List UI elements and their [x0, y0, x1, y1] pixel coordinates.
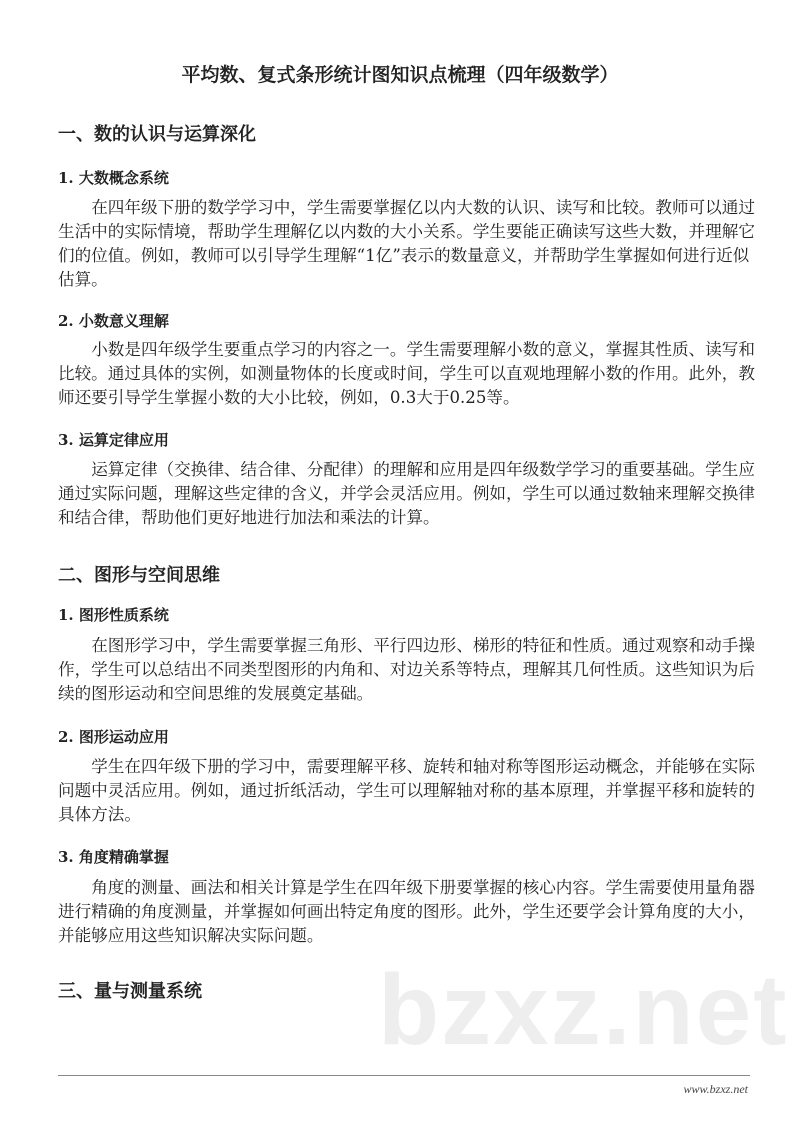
footer-divider [58, 1075, 750, 1076]
paragraph [58, 876, 755, 948]
watermark: bzxz.net [378, 954, 789, 1066]
paragraph-line: 和结合律，帮助他们更好地进行加法和乘法的计算。 [58, 508, 440, 527]
paragraph-line: 通过实际问题，理解这些定律的含义，并学会灵活应用。例如，学生可以通过数轴来理解交换律 [58, 484, 755, 503]
paragraph-line: 运算定律（交换律、结合律、分配律）的理解和应用是四年级数学学习的重要基础。学生应 [91, 460, 755, 479]
paragraph-line: 师还要引导学生掌握小数的大小比较，例如，0.3大于0.25等。 [58, 388, 520, 407]
paragraph-line: 进行精确的角度测量，并掌握如何画出特定角度的图形。此外，学生还要学会计算角度的大小， [58, 902, 755, 921]
paragraph [58, 634, 755, 706]
paragraph-line: 小数是四年级学生要重点学习的内容之一。学生需要理解小数的意义，掌握其性质、读写和 [91, 340, 755, 359]
page-title: 平均数、复式条形统计图知识点梳理（四年级数学） [181, 64, 619, 86]
paragraph-line: 学生在四年级下册的学习中，需要理解平移、旋转和轴对称等图形运动概念，并能够在实际 [91, 757, 755, 776]
paragraph-line: 角度的测量、画法和相关计算是学生在四年级下册要掌握的核心内容。学生需要使用量角器 [91, 878, 755, 897]
paragraph-line: 生活中的实际情境，帮助学生理解亿以内数的大小关系。学生要能正确读写这些大数，并理解它 [58, 222, 755, 241]
paragraph-line: 比较。通过具体的实例，如测量物体的长度或时间，学生可以直观地理解小数的作用。此外，教 [58, 364, 755, 383]
subsection-heading: 3. 运算定律应用 [58, 431, 169, 449]
paragraph-line: 作，学生可以总结出不同类型图形的内角和、对边关系等特点，理解其几何性质。这些知识为后 [58, 660, 755, 679]
paragraph-line: 们的位值。例如，教师可以引导学生理解“1亿”表示的数量意义，并帮助学生掌握如何进行近似 [58, 246, 750, 265]
paragraph-line: 问题中灵活应用。例如，通过折纸活动，学生可以理解轴对称的基本原理，并掌握平移和旋转的 [58, 781, 755, 800]
paragraph-line: 在图形学习中，学生需要掌握三角形、平行四边形、梯形的特征和性质。通过观察和动手操 [91, 636, 755, 655]
section-heading: 二、图形与空间思维 [58, 565, 220, 586]
subsection-heading: 1. 图形性质系统 [58, 606, 169, 624]
paragraph [58, 338, 755, 410]
paragraph-line: 具体方法。 [58, 805, 141, 824]
section-heading: 一、数的认识与运算深化 [58, 124, 256, 145]
paragraph-line: 在四年级下册的数学学习中，学生需要掌握亿以内大数的认识、读写和比较。教师可以通过 [91, 198, 755, 217]
section-heading: 三、量与测量系统 [58, 981, 202, 1002]
paragraph-line: 估算。 [58, 270, 108, 289]
paragraph-line: 续的图形运动和空间思维的发展奠定基础。 [58, 684, 374, 703]
paragraph-line: 并能够应用这些知识解决实际问题。 [58, 926, 324, 945]
paragraph [58, 755, 755, 827]
subsection-heading: 2. 小数意义理解 [58, 312, 169, 330]
footer-url: www.bzxz.net [683, 1082, 748, 1096]
paragraph [58, 458, 755, 530]
subsection-heading: 1. 大数概念系统 [58, 169, 169, 187]
subsection-heading: 2. 图形运动应用 [58, 728, 169, 746]
paragraph [58, 196, 755, 292]
subsection-heading: 3. 角度精确掌握 [58, 848, 169, 866]
